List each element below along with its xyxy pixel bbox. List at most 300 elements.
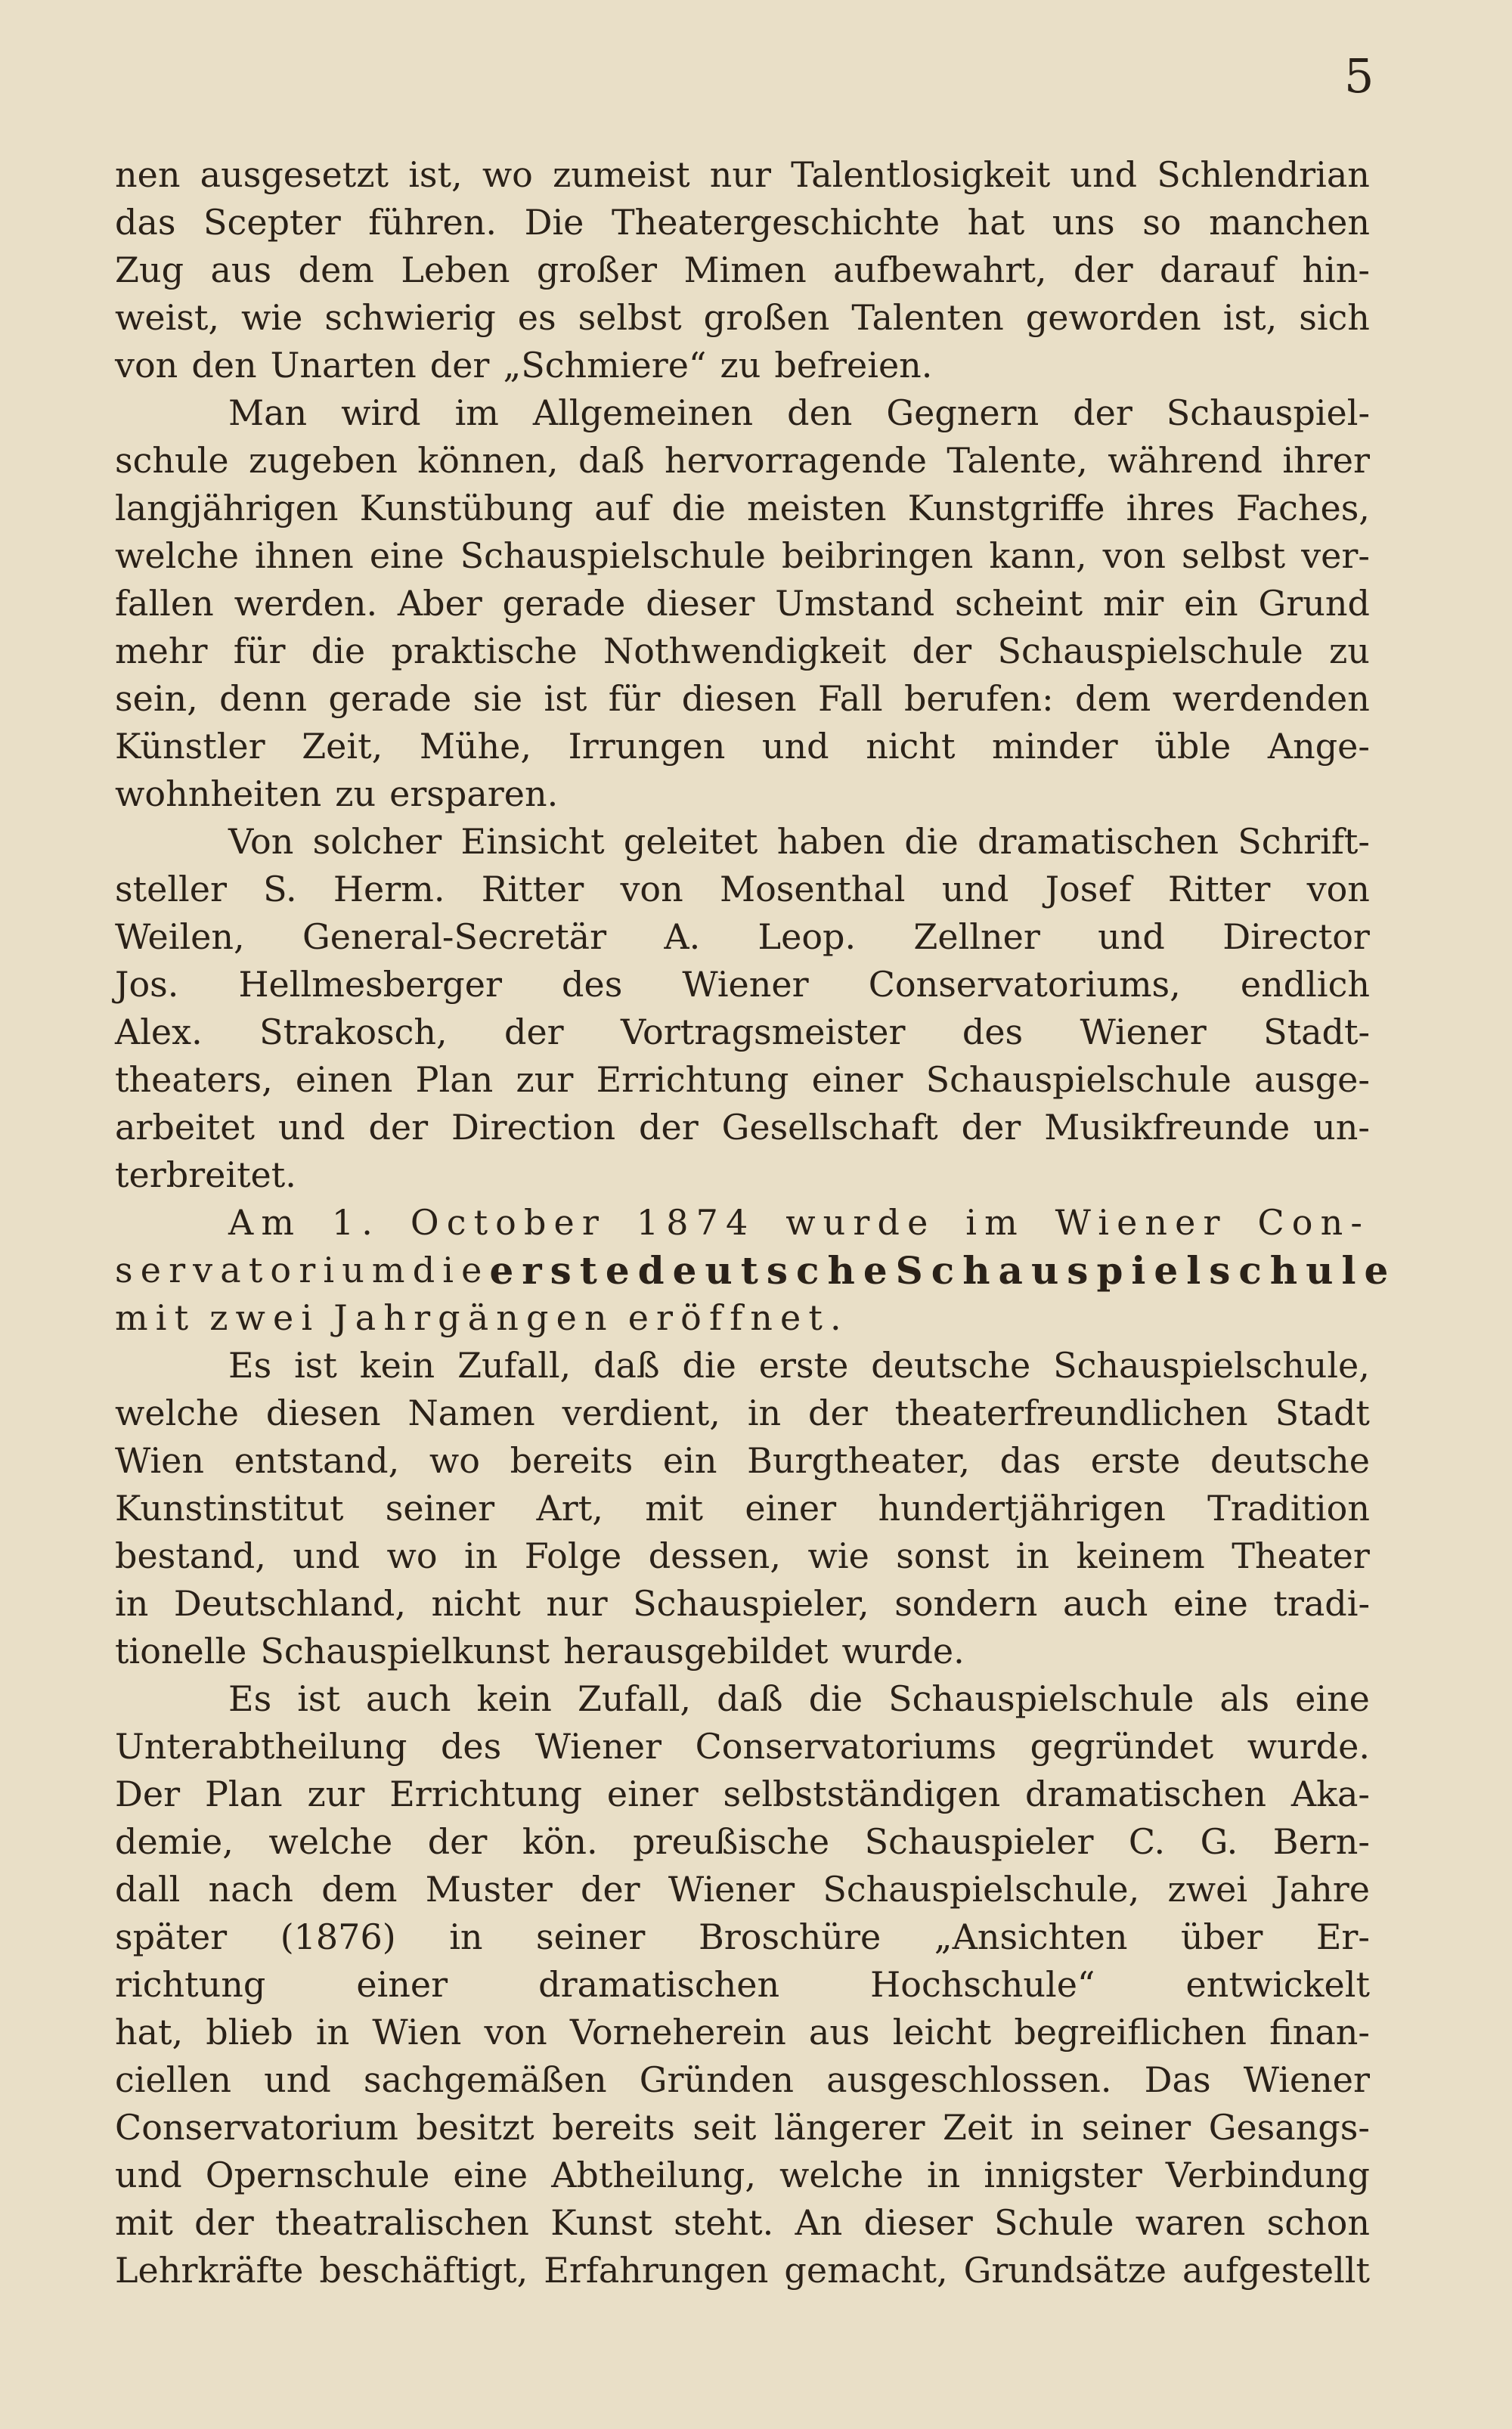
word: dieser bbox=[646, 583, 755, 624]
word: Allgemeinen bbox=[532, 392, 754, 433]
word: wie bbox=[807, 1535, 869, 1576]
word: Schauspielschule bbox=[888, 1678, 1194, 1719]
word: Unterabtheilung bbox=[115, 1726, 407, 1767]
word: Zufall, bbox=[457, 1345, 572, 1386]
word: in bbox=[315, 2012, 350, 2053]
word: Schauspielschule bbox=[895, 1248, 1397, 1293]
word: Hochschule“ bbox=[870, 1964, 1095, 2005]
word: langjährigen bbox=[115, 488, 339, 528]
word: schwierig bbox=[324, 297, 496, 338]
word: finan- bbox=[1269, 2012, 1370, 2053]
word: solcher bbox=[312, 821, 442, 862]
word: Deutschland, bbox=[173, 1583, 406, 1624]
word: und bbox=[1070, 154, 1138, 195]
word: Zufall, bbox=[577, 1678, 692, 1719]
word: wurde bbox=[785, 1202, 936, 1243]
word: welche bbox=[115, 535, 239, 576]
word: Errichtung bbox=[389, 1774, 583, 1814]
word: werdenden bbox=[1172, 678, 1370, 719]
text-line bbox=[115, 770, 1370, 818]
word: sonst bbox=[896, 1535, 990, 1576]
word: ver- bbox=[1301, 535, 1370, 576]
word: Der bbox=[115, 1774, 181, 1814]
word: Plan bbox=[204, 1774, 283, 1814]
word: mit bbox=[115, 1297, 197, 1338]
word: selbstständigen bbox=[723, 1774, 1001, 1814]
word: Schauspielkunst bbox=[260, 1631, 550, 1671]
word: gemacht, bbox=[784, 2250, 948, 2291]
word: einen bbox=[295, 1059, 393, 1100]
word: Die bbox=[524, 202, 584, 243]
word: Unarten bbox=[270, 345, 417, 386]
text-line bbox=[115, 1008, 1370, 1056]
word: der bbox=[1073, 392, 1132, 433]
word: Art, bbox=[536, 1488, 603, 1529]
text-line bbox=[115, 961, 1370, 1008]
word: berufen: bbox=[903, 678, 1054, 719]
word: von bbox=[484, 2012, 547, 2053]
word: haben bbox=[776, 821, 886, 862]
word: hervorragende bbox=[665, 440, 927, 481]
word: dramatischen bbox=[1025, 1774, 1266, 1814]
word: der bbox=[1073, 249, 1133, 290]
word: Strakosch, bbox=[259, 1012, 448, 1052]
word: nen bbox=[115, 154, 181, 195]
word: endlich bbox=[1240, 964, 1370, 1005]
word: Man bbox=[228, 392, 308, 433]
word: nur bbox=[709, 154, 771, 195]
word: minder bbox=[992, 726, 1118, 767]
word: bestand, bbox=[115, 1535, 266, 1576]
word: der bbox=[912, 630, 972, 671]
word: Stadt bbox=[1275, 1393, 1370, 1433]
word: auf bbox=[594, 488, 651, 528]
word: Schauspielschule bbox=[997, 630, 1303, 671]
word: eine bbox=[1173, 1583, 1248, 1624]
text-line bbox=[115, 2056, 1370, 2104]
word: Mimen bbox=[683, 249, 807, 290]
word: begreiflichen bbox=[1014, 2012, 1247, 2053]
word: tionelle bbox=[115, 1631, 247, 1671]
word: Burgtheater, bbox=[747, 1440, 971, 1481]
word: Plan bbox=[415, 1059, 494, 1100]
word: eine bbox=[453, 2155, 528, 2195]
word: Talentlosigkeit bbox=[791, 154, 1051, 195]
word: verdient, bbox=[562, 1393, 720, 1433]
word: Am bbox=[228, 1202, 302, 1243]
word: den bbox=[787, 392, 853, 433]
word: auch bbox=[366, 1678, 451, 1719]
word: zwei bbox=[209, 1297, 321, 1338]
word: nicht bbox=[866, 726, 956, 767]
word: wohnheiten bbox=[115, 773, 322, 814]
text-line bbox=[115, 246, 1370, 294]
word: in bbox=[115, 1583, 149, 1624]
word: ihrer bbox=[1282, 440, 1370, 481]
text-line bbox=[115, 1437, 1370, 1485]
word: gerade bbox=[328, 678, 452, 719]
text-line bbox=[115, 2009, 1370, 2056]
word: Schule bbox=[994, 2202, 1114, 2243]
word: daß bbox=[578, 440, 645, 481]
word: Verbindung bbox=[1165, 2155, 1370, 2195]
word: herausgebildet bbox=[563, 1631, 829, 1671]
text-line bbox=[115, 1056, 1370, 1104]
word: (1876) bbox=[280, 1916, 396, 1957]
word: zumeist bbox=[553, 154, 690, 195]
word: dem bbox=[1075, 678, 1151, 719]
word: ist bbox=[544, 678, 587, 719]
text-line bbox=[115, 1723, 1370, 1771]
word: Zellner bbox=[913, 916, 1040, 957]
word: arbeitet bbox=[115, 1107, 255, 1148]
word: während bbox=[1108, 440, 1263, 481]
word: seiner bbox=[385, 1488, 495, 1529]
word: hat bbox=[967, 202, 1025, 243]
word: längerer bbox=[773, 2107, 925, 2148]
word: Hellmesberger bbox=[238, 964, 502, 1005]
text-line bbox=[115, 1628, 1370, 1675]
word: später bbox=[115, 1916, 228, 1957]
word: richtung bbox=[115, 1964, 266, 2005]
word: Kunstübung bbox=[359, 488, 574, 528]
word: A. bbox=[664, 916, 701, 957]
word: werden. bbox=[234, 583, 378, 624]
word: dall bbox=[115, 1869, 181, 1910]
word: welche bbox=[779, 2155, 903, 2195]
word: Grund bbox=[1258, 583, 1370, 624]
word: General-Secretär bbox=[302, 916, 607, 957]
text-line bbox=[115, 1342, 1370, 1390]
word: der bbox=[504, 1012, 564, 1052]
word: Aka- bbox=[1290, 1774, 1370, 1814]
word: Con- bbox=[1257, 1202, 1370, 1243]
text-line bbox=[115, 342, 1370, 389]
word: Gegnern bbox=[886, 392, 1040, 433]
word: theaters, bbox=[115, 1059, 273, 1100]
word: C. bbox=[1128, 1821, 1166, 1862]
text-line bbox=[115, 532, 1370, 580]
word: und bbox=[293, 1535, 361, 1576]
word: das bbox=[115, 202, 176, 243]
word: der bbox=[368, 1107, 429, 1148]
word: deutsche bbox=[637, 1248, 896, 1293]
word: Umstand bbox=[775, 583, 935, 624]
word: schule bbox=[115, 440, 229, 481]
word: zwei bbox=[1167, 1869, 1248, 1910]
word: un- bbox=[1313, 1107, 1370, 1148]
word: aus bbox=[808, 2012, 870, 2053]
word: fallen bbox=[115, 583, 214, 624]
word: in bbox=[1030, 2107, 1064, 2148]
text-line bbox=[115, 1866, 1370, 1913]
word: Kunstinstitut bbox=[115, 1488, 344, 1529]
word: preußische bbox=[633, 1821, 830, 1862]
word: Talente, bbox=[947, 440, 1088, 481]
word: Errichtung bbox=[596, 1059, 789, 1100]
word: Jahrgängen bbox=[333, 1297, 615, 1338]
word: Stadt- bbox=[1263, 1012, 1370, 1052]
word: Conservatoriums, bbox=[868, 964, 1181, 1005]
word: dramatischen bbox=[978, 821, 1219, 862]
word: servatorium bbox=[115, 1250, 413, 1290]
word: mit bbox=[115, 2202, 173, 2243]
word: uns bbox=[1052, 202, 1115, 243]
word: demie, bbox=[115, 1821, 234, 1862]
word: Ritter bbox=[481, 869, 584, 909]
word: Mühe, bbox=[419, 726, 532, 767]
word: ein bbox=[662, 1440, 717, 1481]
word: wo bbox=[429, 1440, 480, 1481]
word: es bbox=[517, 297, 556, 338]
word: auch bbox=[1062, 1583, 1148, 1624]
word: meisten bbox=[747, 488, 887, 528]
word: dramatischen bbox=[538, 1964, 780, 2005]
word: besitzt bbox=[416, 2107, 534, 2148]
word: wo bbox=[386, 1535, 438, 1576]
word: Theatergeschichte bbox=[611, 202, 940, 243]
word: gerade bbox=[502, 583, 626, 624]
word: Wiener bbox=[682, 964, 809, 1005]
word: wird bbox=[341, 392, 421, 433]
word: aufbewahrt, bbox=[833, 249, 1047, 290]
text-line bbox=[115, 199, 1370, 246]
word: in bbox=[1015, 1535, 1050, 1576]
word: einer bbox=[356, 1964, 448, 2005]
word: von bbox=[1102, 535, 1166, 576]
word: Muster bbox=[425, 1869, 553, 1910]
word: zu bbox=[335, 773, 376, 814]
word: dessen, bbox=[648, 1535, 782, 1576]
word: selbst bbox=[578, 297, 682, 338]
word: Er- bbox=[1315, 1916, 1370, 1957]
word: in bbox=[463, 1535, 498, 1576]
word: der bbox=[427, 1821, 488, 1862]
word: ciellen bbox=[115, 2059, 231, 2100]
word: welche bbox=[268, 1821, 393, 1862]
word: der bbox=[194, 2202, 254, 2243]
word: Wiener bbox=[668, 1869, 795, 1910]
word: des bbox=[562, 964, 623, 1005]
word: Von bbox=[228, 821, 294, 862]
word: Broschüre bbox=[698, 1916, 881, 1957]
word: ausgeschlossen. bbox=[826, 2059, 1112, 2100]
word: Alex. bbox=[115, 1012, 203, 1052]
word: bereits bbox=[510, 1440, 634, 1481]
text-line bbox=[115, 1294, 1370, 1342]
word: Theater bbox=[1232, 1535, 1370, 1576]
word: ein bbox=[1184, 583, 1238, 624]
word: in bbox=[926, 2155, 961, 2195]
word: Director bbox=[1222, 916, 1370, 957]
text-line bbox=[115, 675, 1370, 723]
word: und bbox=[277, 1107, 345, 1148]
word: welche bbox=[115, 1393, 239, 1433]
text-line bbox=[115, 723, 1370, 770]
word: erste bbox=[1090, 1440, 1181, 1481]
word: steller bbox=[115, 869, 227, 909]
word: Schauspielschule bbox=[925, 1059, 1232, 1100]
text-line bbox=[115, 389, 1370, 437]
word: Folge bbox=[524, 1535, 622, 1576]
word: seiner bbox=[1081, 2107, 1191, 2148]
text-line bbox=[115, 294, 1370, 342]
text-line bbox=[115, 818, 1370, 866]
word: hundertjährigen bbox=[878, 1488, 1166, 1529]
word: An bbox=[795, 2202, 843, 2243]
word: dieser bbox=[863, 2202, 973, 2243]
word: Schrift- bbox=[1238, 821, 1370, 862]
word: mehr bbox=[115, 630, 208, 671]
word: zur bbox=[516, 1059, 574, 1100]
word: Schlendrian bbox=[1157, 154, 1370, 195]
word: Josef bbox=[1045, 869, 1132, 909]
word: October bbox=[410, 1202, 607, 1243]
word: selbst bbox=[1182, 535, 1286, 576]
word: Abtheilung, bbox=[551, 2155, 756, 2195]
word: Ritter bbox=[1167, 869, 1271, 909]
word: für bbox=[608, 678, 661, 719]
word: in bbox=[747, 1393, 782, 1433]
word: Nothwendigkeit bbox=[603, 630, 887, 671]
word: Jahre bbox=[1275, 1869, 1370, 1910]
word: Einsicht bbox=[460, 821, 605, 862]
word: der bbox=[639, 1107, 699, 1148]
word: G. bbox=[1200, 1821, 1238, 1862]
word: Opernschule bbox=[205, 2155, 430, 2195]
word: erste bbox=[758, 1345, 849, 1386]
word: Weilen, bbox=[115, 916, 245, 957]
word: keinem bbox=[1076, 1535, 1205, 1576]
word: Gesellschaft bbox=[721, 1107, 938, 1148]
word: Ange- bbox=[1267, 726, 1370, 767]
word: Es bbox=[228, 1345, 272, 1386]
word: zugeben bbox=[249, 440, 398, 481]
word: Jos. bbox=[115, 964, 179, 1005]
text-line bbox=[115, 2247, 1370, 2294]
word: eine bbox=[1295, 1678, 1370, 1719]
page-number: 5 bbox=[1344, 48, 1374, 104]
text-line bbox=[115, 2199, 1370, 2247]
word: Künstler bbox=[115, 726, 265, 767]
text-line bbox=[115, 1151, 1370, 1199]
word: eröffnet. bbox=[627, 1297, 849, 1338]
word: daß bbox=[593, 1345, 660, 1386]
word: steht. bbox=[674, 2202, 774, 2243]
word: das bbox=[999, 1440, 1061, 1481]
word: den bbox=[191, 345, 257, 386]
word: Wiener bbox=[1055, 1202, 1228, 1243]
word: beibringen bbox=[781, 535, 974, 576]
text-line bbox=[115, 485, 1370, 532]
word: Schauspielschule, bbox=[1053, 1345, 1370, 1386]
word: aufgestellt bbox=[1182, 2250, 1370, 2291]
word: Zeit bbox=[943, 2107, 1013, 2148]
word: theatralischen bbox=[275, 2202, 529, 2243]
word: Wiener bbox=[1243, 2059, 1370, 2100]
word: im bbox=[454, 392, 499, 433]
word: ist bbox=[297, 1678, 341, 1719]
text-line bbox=[115, 1199, 1370, 1247]
word: wie bbox=[241, 297, 303, 338]
word: dem bbox=[298, 249, 374, 290]
word: Musikfreunde bbox=[1044, 1107, 1290, 1148]
text-line bbox=[115, 913, 1370, 961]
word: Vortragsmeister bbox=[621, 1012, 906, 1052]
word: praktische bbox=[391, 630, 578, 671]
word: kann, bbox=[989, 535, 1087, 576]
word: Gesangs- bbox=[1208, 2107, 1370, 2148]
word: sein, bbox=[115, 678, 198, 719]
text-line bbox=[115, 1913, 1370, 1961]
text-line bbox=[115, 627, 1370, 675]
word: theaterfreundlichen bbox=[894, 1393, 1248, 1433]
word: Erfahrungen bbox=[544, 2250, 769, 2291]
word: Direction bbox=[451, 1107, 616, 1148]
word: Conservatorium bbox=[115, 2107, 398, 2148]
word: Schauspielschule bbox=[460, 535, 766, 576]
word: zu bbox=[720, 345, 761, 386]
text-line bbox=[115, 1390, 1370, 1437]
word: des bbox=[440, 1726, 502, 1767]
text-line bbox=[115, 2104, 1370, 2152]
word: Schauspieler, bbox=[633, 1583, 869, 1624]
word: der bbox=[961, 1107, 1021, 1148]
word: Es bbox=[228, 1678, 272, 1719]
word: mir bbox=[1102, 583, 1164, 624]
text-line bbox=[115, 151, 1370, 199]
word: Grundsätze bbox=[963, 2250, 1167, 2291]
word: sondern bbox=[894, 1583, 1038, 1624]
word: die bbox=[311, 630, 366, 671]
word: ihnen bbox=[254, 535, 354, 576]
word: manchen bbox=[1209, 202, 1370, 243]
word: Faches, bbox=[1235, 488, 1370, 528]
word: diesen bbox=[265, 1393, 381, 1433]
word: deutsche bbox=[871, 1345, 1031, 1386]
word: zur bbox=[307, 1774, 365, 1814]
word: kein bbox=[359, 1345, 435, 1386]
word: sich bbox=[1299, 297, 1370, 338]
word: Wien bbox=[115, 1440, 205, 1481]
word: die bbox=[682, 1345, 736, 1386]
word: kön. bbox=[522, 1821, 598, 1862]
word: sachgemäßen bbox=[363, 2059, 607, 2100]
word: Conservatoriums bbox=[695, 1726, 997, 1767]
word: darauf bbox=[1160, 249, 1275, 290]
word: blieb bbox=[206, 2012, 293, 2053]
text-line bbox=[115, 1818, 1370, 1866]
word: über bbox=[1181, 1916, 1263, 1957]
word: Leben bbox=[401, 249, 510, 290]
word: waren bbox=[1135, 2202, 1246, 2243]
word: als bbox=[1219, 1678, 1270, 1719]
text-line bbox=[115, 1247, 1397, 1294]
word: der bbox=[429, 345, 490, 386]
word: und bbox=[941, 869, 1009, 909]
word: Lehrkräfte bbox=[115, 2250, 304, 2291]
text-line bbox=[115, 1961, 1370, 2009]
word: Bern- bbox=[1272, 1821, 1370, 1862]
word: und bbox=[264, 2059, 331, 2100]
word: Kunstgriffe bbox=[907, 488, 1105, 528]
word: Namen bbox=[407, 1393, 535, 1433]
text-line bbox=[115, 437, 1370, 485]
text-line bbox=[115, 580, 1370, 627]
word: führen. bbox=[368, 202, 497, 243]
word: geworden bbox=[1025, 297, 1201, 338]
word: Zeit, bbox=[302, 726, 383, 767]
